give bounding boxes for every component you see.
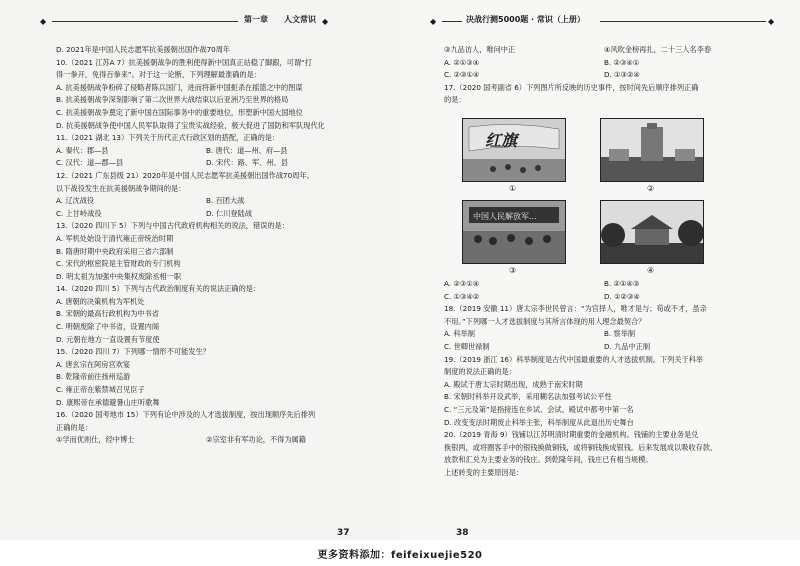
header-rule	[52, 21, 238, 22]
text-line: C. 宋代的枢密院是主管财政的专门机构	[56, 259, 181, 269]
text-line: 12.（2021 广东县级 21）2020年是中国人民志愿军抗美援朝出国作战70周年。	[56, 170, 314, 180]
text-line: B. 宋朝的最高行政机构为中书省	[56, 309, 159, 319]
text-line: A. 殿试于唐太宗时期出现，成熟于南宋时期	[444, 379, 583, 389]
text-line: 得一拳开，免得百拳来”。对于这一论断，下列理解最准确的是：	[56, 70, 261, 80]
text-line: 换银两，或将圈客手中的银钱换做铜钱，或将铜钱换成银钱。后来发展成以吸收存款、	[444, 442, 718, 452]
text-line: 上述转变的主要原因是：	[444, 467, 524, 477]
option-b: B. 百团大战	[206, 196, 245, 206]
text-line: B. 宋朝时科举开设武举，采用糊名法加强考试公平性	[444, 392, 612, 402]
option-row	[444, 278, 774, 291]
item-4: ④风吹金榜再扎，二十三人名李春	[604, 45, 712, 54]
text-line: C. “三元及第”是指接连在乡试、会试、殿试中都考中第一名	[444, 404, 634, 414]
text-line: 15.（2020 四川 7）下列哪一情形不可能发生？	[56, 347, 210, 357]
text-line: 14.（2020 四川 5）下列与古代政治制度有关的说法正确的是：	[56, 284, 261, 294]
text-line: C. 明朝废除了中书省，设置内阁	[56, 322, 160, 332]
photo-3	[462, 200, 566, 264]
option-d: D. 仁川登陆战	[206, 208, 253, 218]
text-line: 17.（2020 国考副省 6）下列图片所反映的历史事件，按时间先后顺序排列正确	[444, 82, 699, 92]
option-c: C. ②③①④	[444, 70, 480, 80]
text-line: 制度的说法正确的是：	[444, 367, 516, 377]
diamond-icon: ◆	[430, 17, 437, 26]
text-line: D. 元朝在地方一直设置有节度使	[56, 334, 160, 344]
building-photo	[601, 201, 703, 263]
photo-2	[600, 118, 704, 182]
text-line: 10.（2021 江苏A 7）抗美援朝战争的胜利使得新中国真正站稳了脚跟，可谓“打	[56, 57, 312, 67]
text-line: D. 抗美援朝战争使中国人民军队取得了宝贵实战经验，极大促进了国防和军队现代化	[56, 120, 325, 130]
option-d: D. ①③②④	[604, 70, 640, 80]
option-row	[56, 208, 378, 221]
caption-2: ②	[647, 184, 655, 193]
option-row	[444, 291, 774, 304]
option-row	[444, 328, 774, 341]
text-line: B. 抗美援朝战争深刻影响了第二次世界大战结束以后亚洲乃至世界的格局	[56, 95, 289, 105]
option-b: B. 唐代：道—州、府—县	[206, 145, 288, 155]
option-c: C. 上甘岭战役	[56, 208, 102, 218]
text-line: 13.（2020 四川下 5）下列与中国古代政府机构相关的说法，错误的是：	[56, 221, 289, 231]
option-c: C. 汉代：道—郡—县	[56, 158, 124, 168]
right-column-top	[444, 44, 774, 107]
text-line: A. 唐朝的决策机构为军机处	[56, 296, 145, 306]
diamond-icon: ◆	[768, 17, 775, 26]
option-row	[444, 69, 774, 82]
page-number: 38	[456, 528, 469, 538]
right-page	[400, 0, 800, 540]
photo-1	[462, 118, 566, 182]
text-line: C. 雍正帝在紫禁城召见臣子	[56, 385, 145, 395]
text-line: 18.（2019 安徽 11）唐太宗李世民曾言：“为官择人，唯才是与；苟或不才，虽亲	[444, 304, 707, 314]
option-row	[56, 195, 378, 208]
left-column	[56, 44, 378, 447]
option-d: D. 宋代：路、军、州、县	[206, 158, 288, 168]
option-row	[56, 157, 378, 170]
item-1: ①学而优则仕，经中博士	[56, 435, 135, 445]
item-2: ②宗室非有军功论，不得为属籍	[206, 435, 306, 445]
option-d: D. 九品中正制	[604, 341, 651, 351]
option-b: B. ②①④③	[604, 279, 640, 288]
option-a: A. 科举制	[444, 329, 475, 339]
text-line: B. 隋唐时期中央政府采用三省六部制	[56, 246, 174, 256]
text-line: 的是：	[444, 95, 466, 105]
photo-4	[600, 200, 704, 264]
right-column-bottom	[444, 278, 774, 480]
left-header	[0, 14, 400, 28]
text-line: 19.（2019 浙江 16）科举制度是古代中国最重要的人才选拔机制。下列关于科举	[444, 354, 704, 364]
text-line: 11.（2021 湖北 13）下列关于历代正式行政区划的搭配，正确的是：	[56, 133, 280, 143]
text-line: 20.（2019 青海 9）钱铺以江苏明清时期重要的金融机构。钱铺的主要业务是兑	[444, 430, 699, 440]
footer-note: 更多资料添加：feifeixuejie520	[317, 550, 483, 561]
diamond-icon: ◆	[322, 17, 329, 26]
option-row	[444, 44, 774, 57]
right-header	[400, 14, 800, 28]
text-line: 16.（2020 国考地市 15）下列有论中涉及的人才选拔制度，按出现顺序先后排列	[56, 410, 316, 420]
text-line: 不用。”下列哪一人才选拔制度与其所言体现的用人理念最契合？	[444, 316, 646, 326]
option-row	[56, 434, 378, 447]
option-b: B. ②③④①	[604, 57, 640, 67]
subject-label: 人文常识	[284, 15, 316, 24]
option-c: C. ①③④②	[444, 291, 480, 301]
option-a: A. 秦代：郡—县	[56, 145, 109, 155]
crowd-photo	[463, 201, 565, 263]
banner-text: 红旗	[485, 131, 518, 150]
caption-3: ③	[509, 266, 517, 275]
option-row	[444, 57, 774, 70]
option-a: A. ②①③④	[444, 57, 480, 67]
text-line: 放款和汇兑为主要业务的钱庄。到乾隆年间，钱庄已有相当规模。	[444, 455, 653, 465]
text-line: D. 2021年是中国人民志愿军抗美援朝出国作战70周年	[56, 45, 231, 54]
text-line: C. 抗美援朝战争奠定了新中国在国际事务中的重要地位，形塑新中国大国地位	[56, 107, 303, 117]
book-title: 决战行测5000题 · 常识（上册）	[466, 15, 585, 24]
banner-photo	[463, 119, 565, 181]
option-row	[444, 341, 774, 354]
text-line: 以下战役发生在抗美援朝战争期间的是：	[56, 183, 186, 193]
text-line: A. 抗美援朝战争粉碎了侵略者陈兵国门，进而将新中国扼杀在摇篮之中的图谋	[56, 82, 303, 92]
option-c: C. 世卿世禄制	[444, 341, 490, 351]
left-page	[0, 0, 400, 540]
text-line: D. 康熙帝在承德避暑山庄听歌舞	[56, 397, 160, 407]
caption-4: ④	[647, 266, 655, 275]
text-line: A. 唐玄宗在阿房宫欢宴	[56, 359, 131, 369]
item-3: ③九品访人，唯问中正	[444, 45, 516, 54]
diamond-icon: ◆	[40, 17, 47, 26]
sign-text: 中国人民解放军...	[473, 212, 537, 221]
option-a: A. ②③①④	[444, 279, 480, 288]
text-line: D. 明太祖为加强中央集权废除丞相一职	[56, 271, 182, 281]
text-line: B. 乾隆帝前往扬州巡游	[56, 372, 131, 382]
option-a: A. 辽沈战役	[56, 196, 95, 206]
page-number: 37	[337, 528, 350, 538]
chapter-label: 第一章	[244, 15, 268, 24]
caption-1: ①	[509, 184, 517, 193]
option-d: D. ①②③④	[604, 291, 640, 301]
option-b: B. 察举制	[604, 329, 636, 339]
text-line: D. 改变变法时期废止科举主张，科举制度从此退出历史舞台	[444, 417, 634, 427]
header-rule	[600, 21, 766, 22]
monument-photo	[601, 119, 703, 181]
text-line: 正确的是：	[56, 422, 92, 432]
text-line: A. 军机处始设于清代雍正帝统治时期	[56, 233, 174, 243]
option-row	[56, 145, 378, 158]
header-rule	[442, 21, 462, 22]
